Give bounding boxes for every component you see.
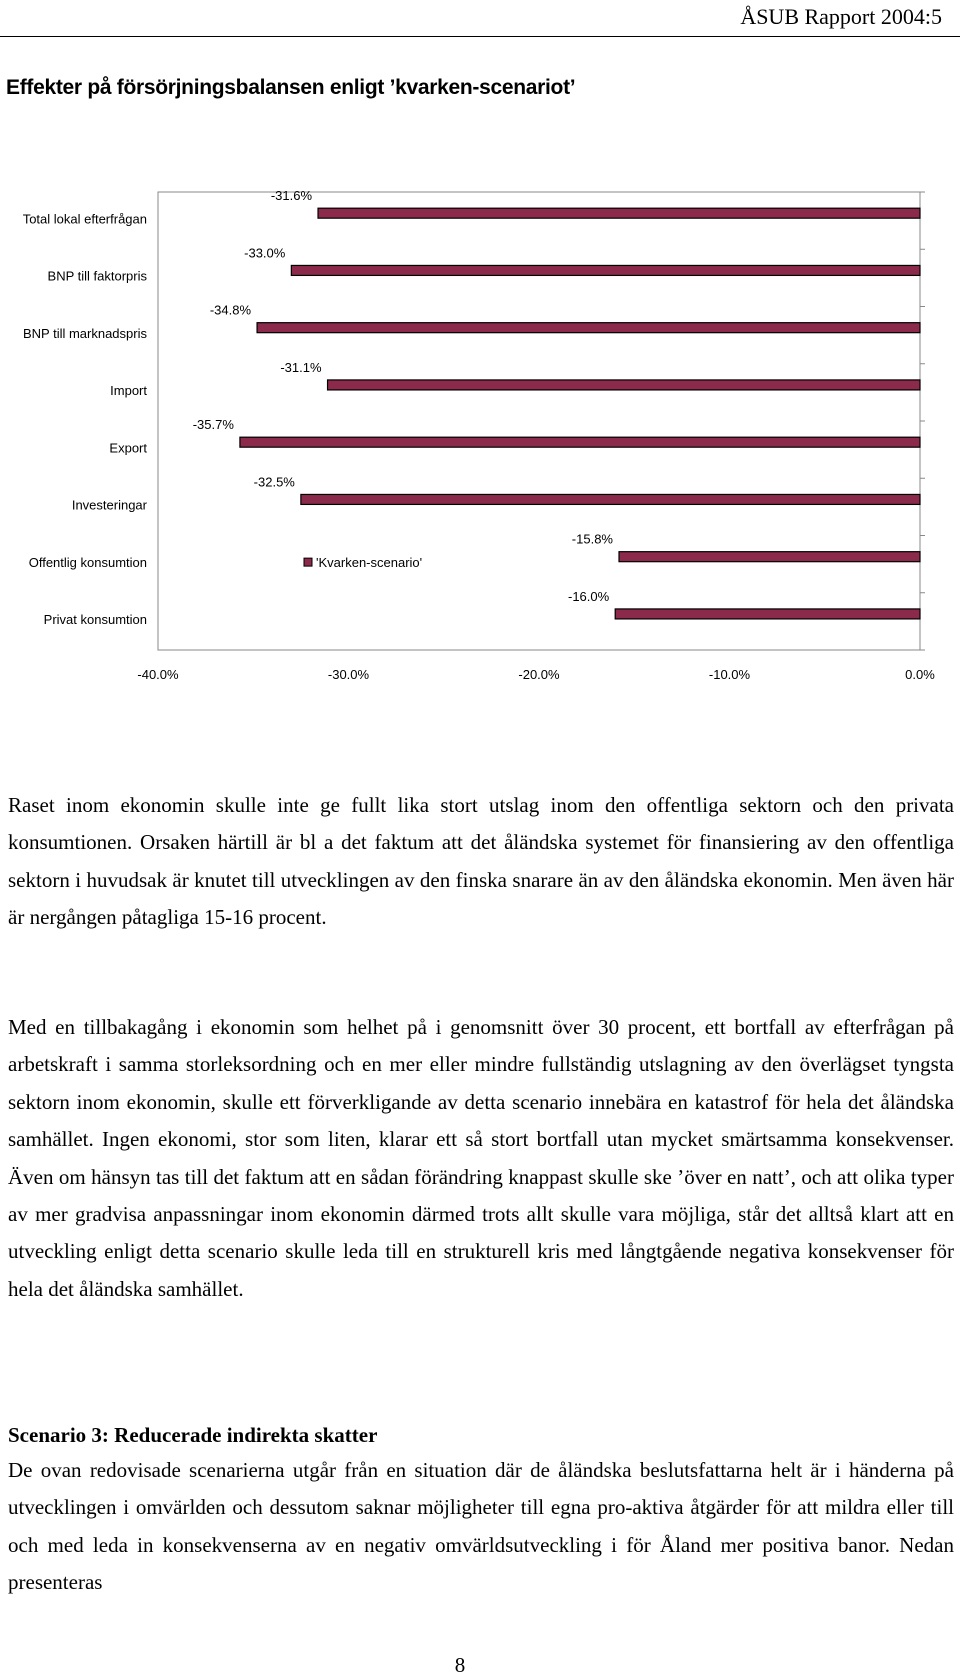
chart-title: Effekter på försörjningsbalansen enligt ’kvarken-scenariot’: [6, 76, 576, 99]
bar: [240, 437, 920, 447]
category-label: Export: [109, 440, 147, 456]
data-label: -33.0%: [244, 245, 286, 261]
category-label: Privat konsumtion: [43, 612, 147, 628]
bar-chart: [0, 180, 960, 740]
plot-area: [158, 192, 920, 650]
category-label: BNP till marknadspris: [22, 325, 147, 341]
data-label: -15.8%: [571, 531, 614, 547]
legend-swatch: [304, 558, 312, 566]
x-tick-label: -30.0%: [327, 667, 370, 682]
data-label: -31.1%: [280, 359, 322, 375]
category-label: BNP till faktorpris: [47, 268, 147, 284]
category-label: Total lokal efterfrågan: [22, 211, 147, 227]
category-label: Offentlig konsumtion: [28, 554, 147, 570]
data-label: -32.5%: [253, 474, 295, 490]
header-rule: [0, 36, 960, 37]
bar: [301, 494, 920, 504]
data-label: -31.6%: [270, 188, 313, 204]
x-tick-label: -20.0%: [518, 667, 560, 682]
body-paragraph-3: De ovan redovisade scenarierna utgår från en situation där de åländska beslutsfattarna helt är i händerna på utvecklingen i omvärlden och dessutom saknar möjligheter till egna pro-aktiva åtgärder för att mildra eller till och med leda in konsekvenserna av en negativ omvärldsutveckling i för Åland mer positiva banor. Nedan presenteras: [8, 1458, 954, 1595]
body-paragraph-2: Med en tillbakagång i ekonomin som helhet på i genomsnitt över 30 procent, ett bortfall av efterfrågan på arbetskraft i samma storleksordning och en mer eller mindre fullständig utslagning av den överlägset tyngsta sektorn inom ekonomin, skulle ett förverkligande av detta scenario innebära en katastrof för hela det åländska samhället. Ingen ekonomi, stor som liten, klarar ett så stort bortfall utan mycket smärtsamma konsekvenser. Även om hänsyn tas till det faktum att en sådan förändring knappast skulle ske ’över en natt’, och att olika typer av mer gradvisa anpassningar inom ekonomin därmed trots allt skulle vara möjliga, står det alltså klart att en utveckling enligt detta scenario skulle leda till en strukturell kris med långtgående negativa konsekvenser för hela det åländska samhället.: [8, 1015, 954, 1301]
running-header: ÅSUB Rapport 2004:5: [740, 4, 942, 29]
category-label: Import: [110, 383, 147, 399]
page-number: 8: [454, 1653, 466, 1677]
bar: [318, 208, 920, 218]
bar: [328, 380, 920, 390]
x-tick-label: -10.0%: [708, 667, 751, 682]
legend-label: 'Kvarken-scenario': [316, 555, 423, 571]
data-label: -16.0%: [567, 588, 610, 604]
bar: [257, 323, 920, 333]
data-label: -34.8%: [209, 302, 252, 318]
category-label: Investeringar: [71, 497, 147, 513]
bar: [615, 609, 920, 619]
body-paragraph-1: Raset inom ekonomin skulle inte ge fullt lika stort utslag inom den offentliga sektorn och den privata konsumtionen. Orsaken härtill är bl a det faktum att det åländska systemet för finansiering av den offentliga sektorn i huvudsak är knutet till utvecklingen av den finska snarare än av den åländska ekonomin. Men även här är nergången påtagliga 15-16 procent.: [8, 793, 954, 930]
bar: [291, 265, 920, 275]
section-heading: Scenario 3: Reducerade indirekta skatter: [8, 1423, 378, 1447]
bar: [619, 552, 920, 562]
x-tick-label: -40.0%: [137, 667, 179, 682]
data-label: -35.7%: [192, 417, 234, 433]
x-tick-label: 0.0%: [905, 667, 935, 682]
